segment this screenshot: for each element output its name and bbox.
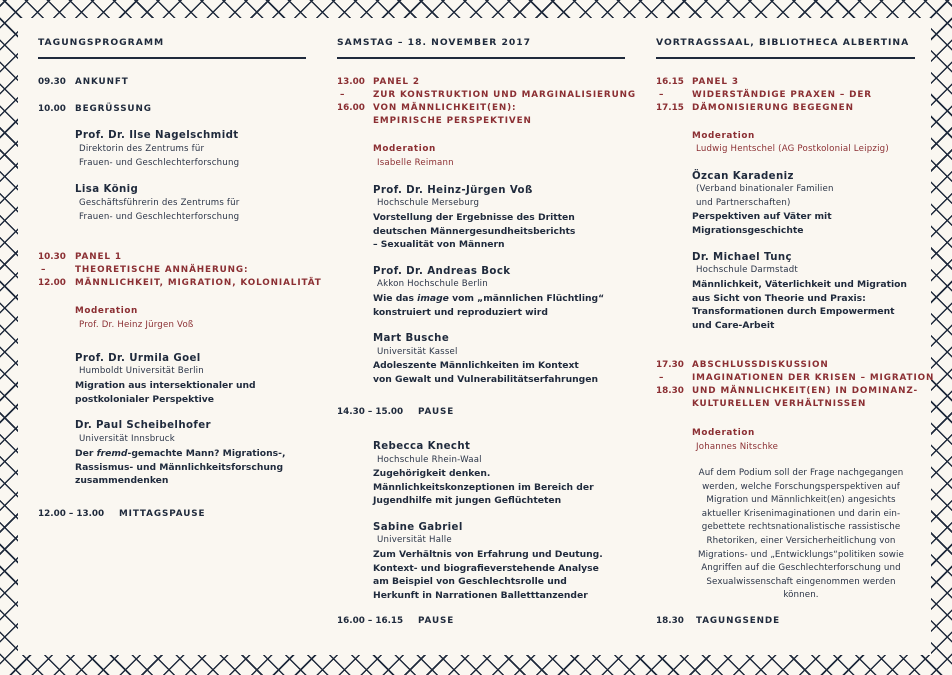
column-1-header: TAGUNGSPROGRAMM (38, 37, 165, 48)
pause-label: PAUSE (418, 616, 455, 626)
talk-title: Zugehörigkeit denken. Männlichkeitskonzeptionen im Bereich der Jugendhilfe mit jungen Geflüchteten (373, 468, 594, 506)
talk-title: Männlichkeit, Väterlichkeit und Migration aus Sicht von Theorie und Praxis: Transformationen durch Empowerment und Care-Arbeit (692, 279, 907, 331)
panel-2-title: PANEL 2 ZUR KONSTRUKTION UND MARGINALISIERUNG VON MÄNNLICHKEIT(EN): EMPIRISCHE PERSPEKTIVEN (373, 77, 637, 126)
pause-time: 16.00 – 16.15 (337, 616, 404, 626)
speaker-affiliation: Universität Halle (377, 535, 452, 545)
abschluss-title: ABSCHLUSSDISKUSSION IMAGINATIONEN DER KRISEN – MIGRATION UND MÄNNLICHKEIT(EN) IN DOMINANZ- KULTURELLEN VERHÄLTNISSEN (692, 360, 935, 409)
panel-3-time: 16.15 – 17.15 (656, 77, 684, 113)
moderation-label: Moderation (692, 131, 755, 141)
mittagspause-time: 12.00 – 13.00 (38, 509, 105, 519)
moderation-label: Moderation (692, 428, 755, 438)
ankunft-label: ANKUNFT (75, 77, 129, 87)
moderator-name: Isabelle Reimann (377, 158, 454, 168)
speaker-affiliation: Universität Innsbruck (79, 434, 175, 444)
pause-time: 14.30 – 15.00 (337, 407, 404, 417)
panel-3-title: PANEL 3 WIDERSTÄNDIGE PRAXEN – DER DÄMONISIERUNG BEGEGNEN (692, 77, 872, 113)
panel-2-time: 13.00 – 16.00 (337, 77, 365, 113)
begruessung-label: BEGRÜSSUNG (75, 104, 152, 114)
talk-title: Migration aus intersektionaler und postkolonialer Perspektive (75, 380, 256, 405)
pause-label: PAUSE (418, 407, 455, 417)
panel-1-time: 10.30 – 12.00 (38, 252, 66, 288)
moderation-label: Moderation (75, 306, 138, 316)
mittagspause-label: MITTAGSPAUSE (119, 509, 206, 519)
talk-title: Vorstellung der Ergebnisse des Dritten deutschen Männergesundheitsberichts – Sexualität von Männern (373, 212, 576, 250)
ankunft-time: 09.30 (38, 77, 66, 87)
speaker-name: Rebecca Knecht (373, 441, 471, 452)
speaker-name: Prof. Dr. Ilse Nagelschmidt (75, 130, 239, 141)
column-3-header: VORTRAGSSAAL, BIBLIOTHECA ALBERTINA (656, 37, 910, 48)
speaker-name: Mart Busche (373, 333, 450, 344)
talk-title: Wie das image vom „männlichen Flüchtling“ konstruiert und reproduziert wird (373, 293, 605, 318)
speaker-name: Özcan Karadeniz (692, 171, 794, 182)
speaker-name: Lisa König (75, 184, 139, 195)
speaker-affiliation: Hochschule Darmstadt (696, 265, 798, 275)
panel-1-title: PANEL 1 THEORETISCHE ANNÄHERUNG: MÄNNLICHKEIT, MIGRATION, KOLONIALITÄT (75, 252, 322, 288)
speaker-name: Sabine Gabriel (373, 522, 463, 533)
column-1-rule (38, 57, 306, 59)
speaker-name: Prof. Dr. Heinz-Jürgen Voß (373, 185, 533, 196)
moderator-name: Prof. Dr. Heinz Jürgen Voß (79, 320, 194, 330)
speaker-name: Dr. Michael Tunç (692, 252, 792, 263)
speaker-affiliation: (Verband binationaler Familien und Partnerschaften) (696, 184, 834, 208)
column-3-rule (656, 57, 915, 59)
discussion-description: Auf dem Podium soll der Frage nachgegangen werden, welche Forschungsperspektiven auf Migration und Männlichkeit(en) angesichts aktueller Krisenimaginationen und darin ein- gebettete rechtsnationalistische rassistische Rhetoriken, einer Versicherheitlichung von Migrations- und „Entwicklungs“politiken sowie Angriffen auf die Geschlechterforschung und Sexualwissenschaft eingenommen werden können. (698, 468, 904, 601)
speaker-name: Prof. Dr. Andreas Bock (373, 266, 511, 277)
speaker-affiliation: Direktorin des Zentrums für Frauen- und Geschlechterforschung (79, 144, 240, 168)
program-page (18, 18, 935, 655)
talk-title: Adoleszente Männlichkeiten im Kontext von Gewalt und Vulnerabilitätserfahrungen (373, 360, 599, 385)
tagungsende-label: TAGUNGSENDE (696, 616, 780, 626)
talk-title: Perspektiven auf Väter mit Migrationsgeschichte (692, 211, 832, 236)
speaker-affiliation: Hochschule Merseburg (377, 198, 480, 208)
tagungsende-time: 18.30 (656, 616, 684, 626)
column-2-rule (337, 57, 625, 59)
speaker-affiliation: Akkon Hochschule Berlin (377, 279, 488, 289)
talk-title: Zum Verhältnis von Erfahrung und Deutung. Kontext- und biografieverstehende Analyse am Beispiel von Geschlechtsrolle und Herkunft in Narrationen Balletttanzender (373, 549, 603, 601)
begruessung-time: 10.00 (38, 104, 66, 114)
speaker-affiliation: Universität Kassel (377, 347, 458, 357)
moderator-name: Johannes Nitschke (696, 442, 779, 452)
moderator-name: Ludwig Hentschel (AG Postkolonial Leipzig) (696, 144, 889, 154)
speaker-affiliation: Hochschule Rhein-Waal (377, 455, 482, 465)
column-2-header: SAMSTAG – 18. NOVEMBER 2017 (337, 37, 532, 48)
speaker-name: Dr. Paul Scheibelhofer (75, 420, 211, 431)
moderation-label: Moderation (373, 144, 436, 154)
speaker-name: Prof. Dr. Urmila Goel (75, 353, 201, 364)
speaker-affiliation: Humboldt Universität Berlin (79, 366, 204, 376)
talk-title: Der fremd-gemachte Mann? Migrations-, Rassismus- und Männlichkeitsforschung zusammendenken (75, 448, 286, 486)
speaker-affiliation: Geschäftsführerin des Zentrums für Frauen- und Geschlechterforschung (79, 198, 240, 222)
abschluss-time: 17.30 – 18.30 (656, 360, 684, 396)
